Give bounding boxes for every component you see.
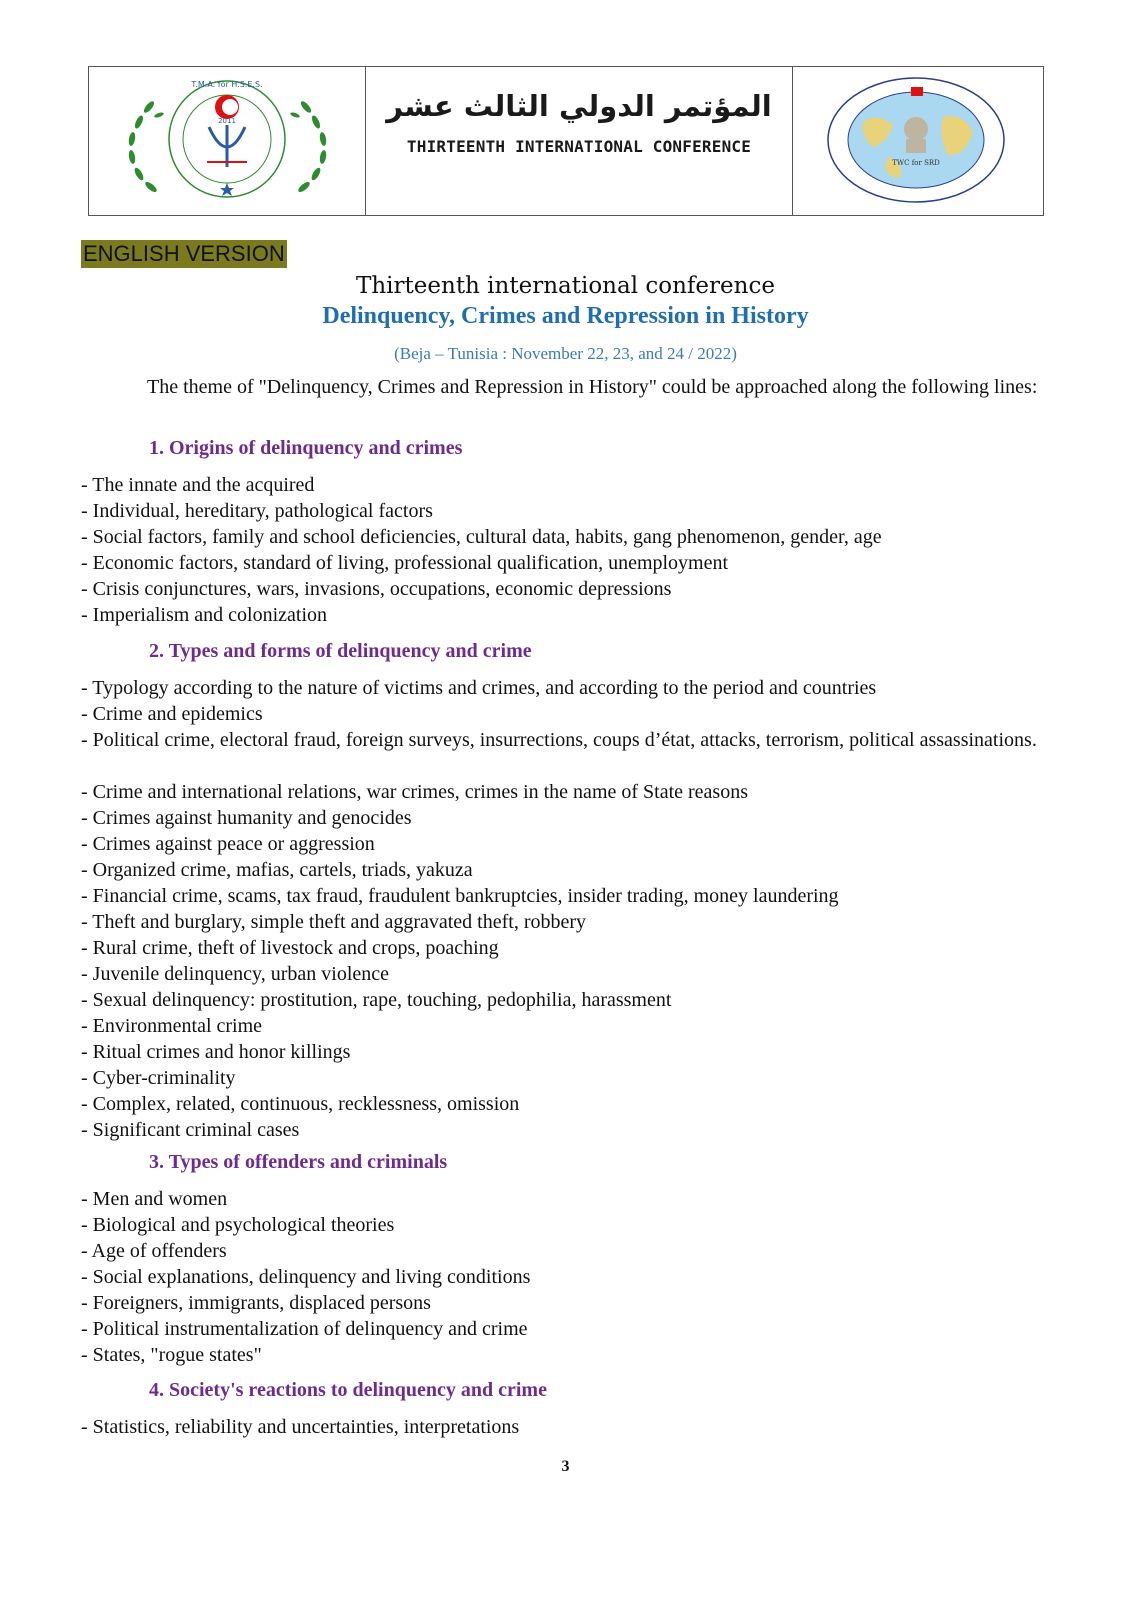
list-item: - Statistics, reliability and uncertainties, interpretations — [81, 1416, 520, 1438]
list-item: - Organized crime, mafias, cartels, triads, yakuza — [81, 859, 473, 881]
list-item: - Crimes against peace or aggression — [81, 833, 375, 855]
conference-title: Thirteenth international conference — [356, 273, 775, 299]
list-item: - Social factors, family and school deficiencies, cultural data, habits, gang phenomenon, gender, age — [81, 526, 882, 548]
list-item: - Complex, related, continuous, recklessness, omission — [81, 1093, 520, 1115]
list-item: - Imperialism and colonization — [81, 604, 328, 626]
english-header-title: THIRTEENTH INTERNATIONAL CONFERENCE — [406, 137, 752, 156]
list-item: - Biological and psychological theories — [81, 1214, 395, 1236]
list-item: - Economic factors, standard of living, professional qualification, unemployment — [81, 552, 729, 574]
conference-theme: Delinquency, Crimes and Repression in History — [322, 303, 809, 329]
list-item: - Foreigners, immigrants, displaced persons — [81, 1292, 431, 1314]
list-item: - Financial crime, scams, tax fraud, fraudulent bankruptcies, insider trading, money laundering — [81, 885, 839, 907]
section-heading: 3. Types of offenders and criminals — [149, 1151, 448, 1173]
list-item: - Typology according to the nature of victims and crimes, and according to the period and countries — [81, 677, 877, 699]
list-item: - States, "rogue states" — [81, 1344, 262, 1366]
svg-text:TWC for SRD: TWC for SRD — [892, 159, 940, 167]
list-item: - Crime and international relations, war crimes, crimes in the name of State reasons — [81, 781, 749, 803]
section-heading: 2. Types and forms of delinquency and crime — [149, 640, 532, 662]
list-item: - Crisis conjunctures, wars, invasions, occupations, economic depressions — [81, 578, 672, 600]
list-item: - Crimes against humanity and genocides — [81, 807, 412, 829]
header-table — [88, 66, 1044, 216]
svg-text:T.M.A. for H.S.E.S.: T.M.A. for H.S.E.S. — [191, 80, 263, 89]
english-version-tag: ENGLISH VERSION — [83, 241, 285, 266]
list-item: - Ritual crimes and honor killings — [81, 1041, 351, 1063]
list-item: - Social explanations, delinquency and living conditions — [81, 1266, 531, 1288]
left-logo-cell — [89, 67, 366, 215]
section-heading: 4. Society's reactions to delinquency and crime — [149, 1379, 547, 1401]
section-heading: 1. Origins of delinquency and crimes — [149, 437, 463, 459]
right-logo-cell — [793, 67, 1043, 215]
list-item: - The innate and the acquired — [81, 474, 315, 496]
list-item: - Crime and epidemics — [81, 703, 263, 725]
list-item: - Political crime, electoral fraud, foreign surveys, insurrections, coups d’état, attacks, terrorism, political assassinations. — [81, 729, 1037, 751]
list-item: - Significant criminal cases — [81, 1119, 300, 1141]
list-item: - Juvenile delinquency, urban violence — [81, 963, 390, 985]
world-center-logo-icon — [793, 67, 1040, 214]
page-number: 3 — [561, 1458, 570, 1475]
arabic-title: المؤتمر الدولي الثالث عشر — [386, 89, 772, 123]
list-item: - Age of offenders — [81, 1240, 227, 1262]
list-item: - Individual, hereditary, pathological factors — [81, 500, 433, 522]
conference-date: (Beja – Tunisia : November 22, 23, and 24 / 2022) — [394, 344, 737, 363]
list-item: - Political instrumentalization of delinquency and crime — [81, 1318, 528, 1340]
association-logo-icon — [89, 67, 366, 214]
list-item: - Sexual delinquency: prostitution, rape, touching, pedophilia, harassment — [81, 989, 672, 1011]
list-item: - Environmental crime — [81, 1015, 263, 1037]
intro-paragraph: The theme of "Delinquency, Crimes and Repression in History" could be approached along the following lines: — [147, 376, 1038, 398]
header-title-cell — [366, 67, 793, 215]
list-item: - Theft and burglary, simple theft and aggravated theft, robbery — [81, 911, 587, 933]
list-item: - Men and women — [81, 1188, 228, 1210]
list-item: - Rural crime, theft of livestock and crops, poaching — [81, 937, 499, 959]
list-item: - Cyber-criminality — [81, 1067, 236, 1089]
svg-text:2011: 2011 — [218, 117, 236, 125]
